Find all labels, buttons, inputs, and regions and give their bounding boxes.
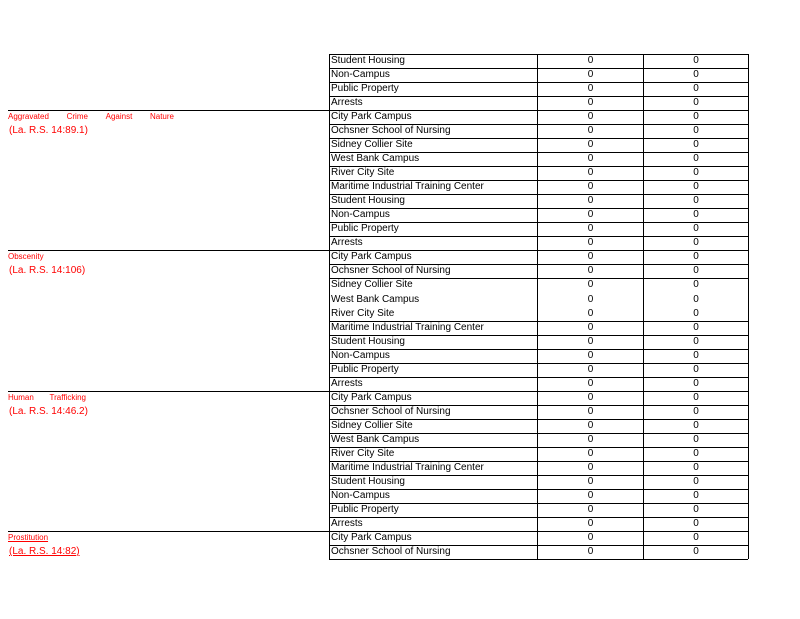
count-value: 0 — [693, 237, 699, 249]
count-value: 0 — [587, 69, 594, 81]
location-label: Ochsner School of Nursing — [331, 265, 451, 277]
count-value: 0 — [587, 405, 594, 417]
count-value: 0 — [693, 265, 699, 277]
count-value: 0 — [587, 83, 594, 95]
count-value: 0 — [693, 209, 699, 221]
count-value: 0 — [587, 209, 594, 221]
location-label: Non-Campus — [331, 69, 390, 81]
count-value: 0 — [587, 475, 594, 487]
category-word: Against — [105, 112, 133, 122]
count-value: 0 — [693, 153, 699, 165]
location-label: River City Site — [331, 447, 395, 459]
location-label: Non-Campus — [331, 349, 390, 361]
offense-category — [8, 252, 44, 262]
location-label: Sidney Collier Site — [331, 139, 413, 151]
location-label: City Park Campus — [331, 391, 412, 403]
count-value: 0 — [587, 377, 594, 389]
count-value: 0 — [693, 447, 699, 459]
location-label: Arrests — [331, 237, 363, 249]
count-value: 0 — [693, 279, 699, 291]
count-value: 0 — [693, 321, 699, 333]
count-value: 0 — [693, 349, 699, 361]
count-value: 0 — [587, 503, 594, 515]
count-value: 0 — [587, 195, 594, 207]
location-label: Student Housing — [331, 335, 405, 347]
count-value: 0 — [587, 97, 594, 109]
location-label: Student Housing — [331, 475, 405, 487]
offense-category — [8, 393, 86, 403]
count-value: 0 — [693, 419, 699, 431]
location-label: City Park Campus — [331, 532, 412, 544]
location-label: Sidney Collier Site — [331, 279, 413, 291]
location-label: Public Property — [331, 83, 399, 95]
location-label: River City Site — [331, 307, 395, 319]
offense-category — [8, 533, 48, 543]
count-value: 0 — [693, 307, 699, 319]
count-value: 0 — [587, 279, 594, 291]
count-value: 0 — [587, 335, 594, 347]
count-value: 0 — [693, 405, 699, 417]
count-value: 0 — [587, 349, 594, 361]
count-value: 0 — [587, 55, 594, 66]
location-label: Sidney Collier Site — [331, 419, 413, 431]
category-word: Aggravated — [8, 112, 49, 122]
location-label: Non-Campus — [331, 489, 390, 501]
location-label: Arrests — [331, 517, 363, 529]
count-value: 0 — [587, 237, 594, 249]
statute-citation: (La. R.S. 14:46.2) — [9, 405, 88, 417]
location-label: River City Site — [331, 167, 395, 179]
location-label: Student Housing — [331, 55, 405, 66]
count-value: 0 — [587, 265, 594, 277]
count-value: 0 — [587, 363, 594, 375]
count-value: 0 — [587, 111, 594, 123]
location-label: Ochsner School of Nursing — [331, 405, 451, 417]
count-value: 0 — [693, 139, 699, 151]
count-value: 0 — [587, 391, 594, 403]
count-value: 0 — [693, 111, 699, 123]
count-value: 0 — [693, 475, 699, 487]
count-value: 0 — [693, 335, 699, 347]
count-value: 0 — [693, 377, 699, 389]
count-value: 0 — [587, 125, 594, 137]
category-word: Trafficking — [49, 392, 86, 402]
count-value: 0 — [587, 153, 594, 165]
count-value: 0 — [693, 167, 699, 179]
count-value: 0 — [693, 363, 699, 375]
count-value: 0 — [587, 461, 594, 473]
count-value: 0 — [693, 433, 699, 445]
count-value: 0 — [693, 125, 699, 137]
location-label: Non-Campus — [331, 209, 390, 221]
count-value: 0 — [587, 167, 594, 179]
location-label: West Bank Campus — [331, 293, 420, 305]
location-label: City Park Campus — [331, 111, 412, 123]
location-label: Public Property — [331, 223, 399, 235]
location-label: Ochsner School of Nursing — [331, 546, 451, 558]
statute-citation: (La. R.S. 14:106) — [9, 265, 86, 277]
category-word: Prostitution — [8, 533, 49, 543]
count-value: 0 — [693, 195, 699, 207]
count-value: 0 — [587, 546, 594, 558]
count-value: 0 — [693, 251, 699, 263]
statute-citation: (La. R.S. 14:82) — [9, 546, 80, 558]
count-value: 0 — [693, 97, 699, 109]
category-word: Nature — [149, 112, 174, 122]
count-value: 0 — [693, 83, 699, 95]
count-value: 0 — [587, 419, 594, 431]
count-value: 0 — [693, 55, 699, 66]
count-value: 0 — [693, 293, 699, 305]
count-value: 0 — [587, 223, 594, 235]
count-value: 0 — [693, 532, 699, 544]
location-label: Maritime Industrial Training Center — [331, 461, 484, 473]
count-value: 0 — [587, 532, 594, 544]
count-value: 0 — [693, 461, 699, 473]
location-label: Student Housing — [331, 195, 405, 207]
count-value: 0 — [587, 517, 594, 529]
location-label: Ochsner School of Nursing — [331, 125, 451, 137]
count-value: 0 — [693, 223, 699, 235]
count-value: 0 — [587, 321, 594, 333]
count-value: 0 — [693, 489, 699, 501]
location-label: Public Property — [331, 363, 399, 375]
count-value: 0 — [587, 447, 594, 459]
location-label: Public Property — [331, 503, 399, 515]
location-label: Arrests — [331, 377, 363, 389]
category-word: Obscenity — [8, 252, 44, 262]
count-value: 0 — [587, 307, 594, 319]
statute-citation: (La. R.S. 14:89.1) — [9, 125, 88, 137]
offense-category — [8, 112, 174, 122]
category-word: Crime — [66, 112, 88, 122]
count-value: 0 — [587, 139, 594, 151]
count-value: 0 — [587, 293, 594, 305]
count-value: 0 — [693, 517, 699, 529]
location-label: Arrests — [331, 97, 363, 109]
count-value: 0 — [587, 251, 594, 263]
location-label: City Park Campus — [331, 251, 412, 263]
location-label: West Bank Campus — [331, 433, 420, 445]
location-label: Maritime Industrial Training Center — [331, 181, 484, 193]
count-value: 0 — [693, 391, 699, 403]
count-value: 0 — [693, 181, 699, 193]
count-value: 0 — [693, 546, 699, 558]
count-value: 0 — [693, 503, 699, 515]
count-value: 0 — [587, 489, 594, 501]
count-value: 0 — [587, 181, 594, 193]
category-word: Human — [8, 392, 34, 402]
count-value: 0 — [587, 433, 594, 445]
location-label: Maritime Industrial Training Center — [331, 321, 484, 333]
count-value: 0 — [693, 69, 699, 81]
location-label: West Bank Campus — [331, 153, 420, 165]
